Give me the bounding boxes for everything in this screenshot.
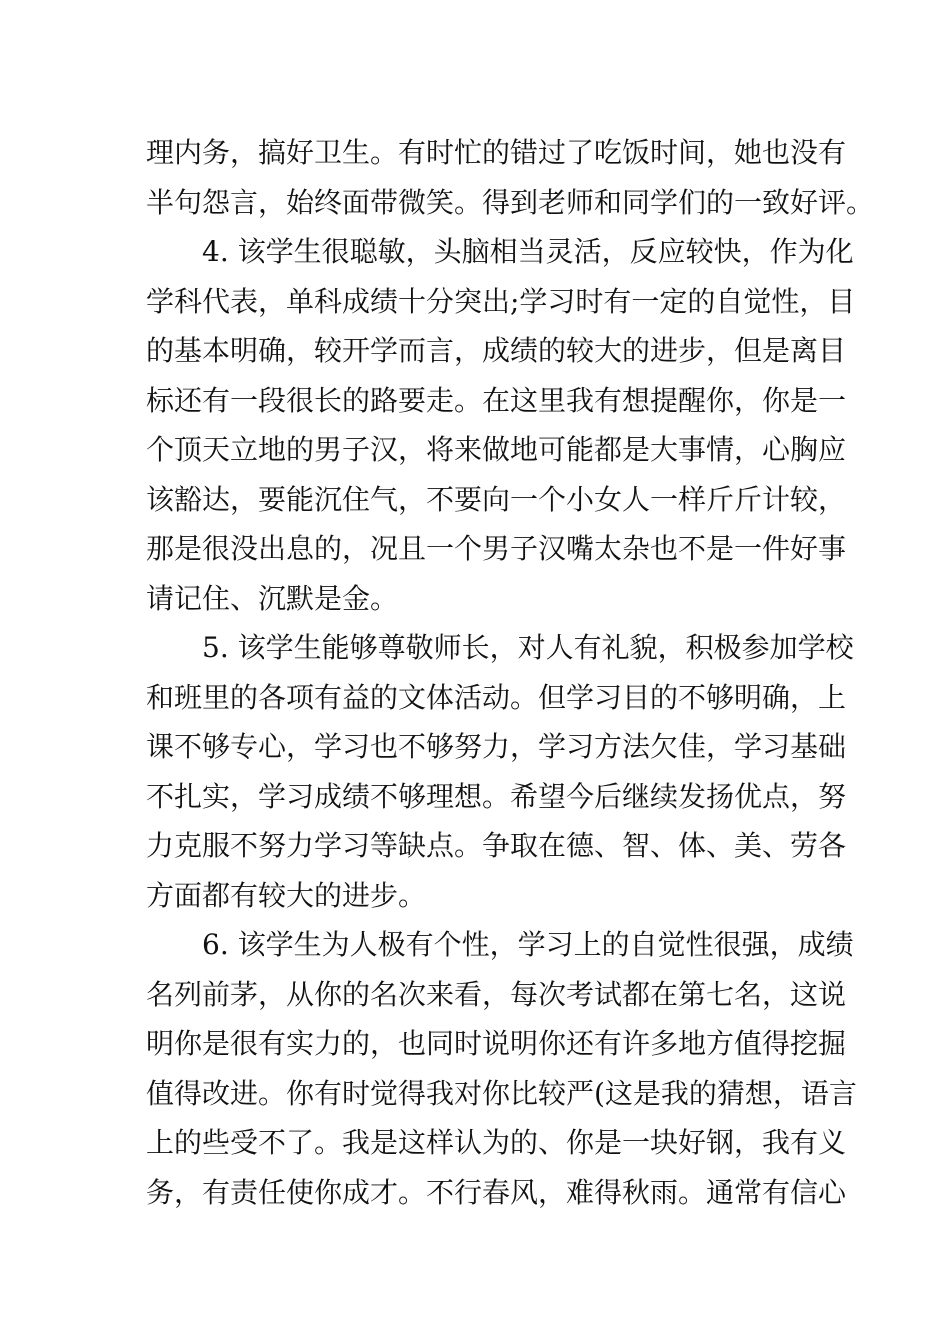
text-line: 理内务，搞好卫生。有时忙的错过了吃饭时间，她也没有 bbox=[146, 136, 847, 169]
text-line: 半句怨言，始终面带微笑。得到老师和同学们的一致好评。 bbox=[146, 185, 875, 219]
text-line: 务，有责任使你成才。不行春风，难得秋雨。通常有信心 bbox=[146, 1175, 847, 1209]
text-line: 个顶天立地的男子汉，将来做地可能都是大事情，心胸应 bbox=[146, 433, 847, 466]
text-line: 明你是很有实力的，也同时说明你还有许多地方值得挖掘 bbox=[146, 1027, 847, 1060]
text-line: 标还有一段很长的路要走。在这里我有想提醒你，你是一 bbox=[146, 383, 847, 417]
text-line: 课不够专心，学习也不够努力，学习方法欠佳，学习基础 bbox=[146, 730, 847, 763]
paragraph-6-start: 6. 该学生为人极有个性，学习上的自觉性很强，成绩 bbox=[202, 928, 854, 961]
text-line: 值得改进。你有时觉得我对你比较严(这是我的猜想，语言 bbox=[146, 1076, 857, 1110]
text-line: 方面都有较大的进步。 bbox=[146, 878, 427, 912]
text-line: 不扎实，学习成绩不够理想。希望今后继续发扬优点，努 bbox=[146, 779, 847, 813]
text-line: 和班里的各项有益的文体活动。但学习目的不够明确，上 bbox=[146, 680, 847, 714]
text-line: 上的些受不了。我是这样认为的、你是一块好钢，我有义 bbox=[146, 1126, 847, 1159]
text-line: 该豁达，要能沉住气，不要向一个小女人一样斤斤计较， bbox=[146, 482, 847, 516]
text-line: 那是很没出息的，况且一个男子汉嘴太杂也不是一件好事 bbox=[146, 532, 847, 565]
body-text bbox=[146, 128, 875, 1217]
text-line: 力克服不努力学习等缺点。争取在德、智、体、美、劳各 bbox=[146, 829, 847, 862]
text-line: 请记住、沉默是金。 bbox=[146, 581, 399, 615]
text-line: 名列前茅，从你的名次来看，每次考试都在第七名，这说 bbox=[146, 977, 847, 1011]
paragraph-4-start: 4. 该学生很聪敏，头脑相当灵活，反应较快，作为化 bbox=[202, 235, 854, 268]
paragraph-5-start: 5. 该学生能够尊敬师长，对人有礼貌，积极参加学校 bbox=[202, 631, 854, 664]
text-line: 学科代表，单科成绩十分突出;学习时有一定的自觉性，目 bbox=[146, 284, 856, 318]
text-line: 的基本明确，较开学而言，成绩的较大的进步，但是离目 bbox=[146, 334, 847, 367]
